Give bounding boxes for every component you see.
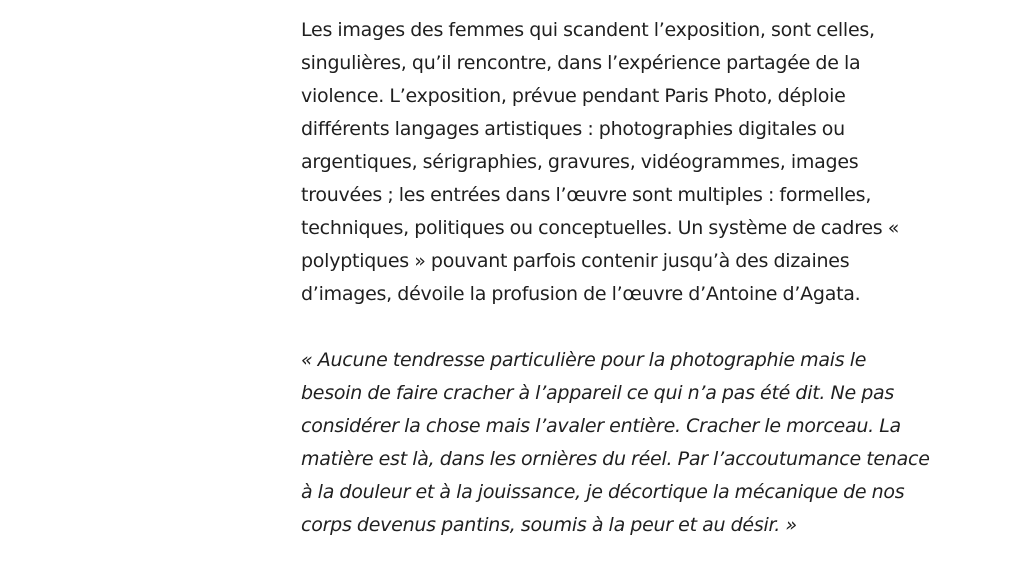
quote-line: besoin de faire cracher à l’appareil ce qui n’a pas été dit. Ne pas bbox=[301, 382, 895, 404]
quote-line: corps devenus pantins, soumis à la peur et au désir. » bbox=[301, 514, 797, 536]
paragraph-line: trouvées ; les entrées dans l’œuvre sont multiples : formelles, bbox=[301, 184, 872, 206]
article-body bbox=[301, 14, 971, 542]
quote-line: à la douleur et à la jouissance, je décortique la mécanique de nos bbox=[301, 481, 905, 503]
quote-line: considérer la chose mais l’avaler entière. Cracher le morceau. La bbox=[301, 415, 901, 437]
quote-line: « Aucune tendresse particulière pour la photographie mais le bbox=[301, 349, 867, 371]
paragraph-line: singulières, qu’il rencontre, dans l’expérience partagée de la bbox=[301, 52, 861, 74]
quote-line: matière est là, dans les ornières du réel. Par l’accoutumance tenace bbox=[301, 448, 930, 470]
exhibition-paragraph bbox=[301, 14, 971, 311]
paragraph-line: différents langages artistiques : photographies digitales ou bbox=[301, 118, 845, 140]
paragraph-line: argentiques, sérigraphies, gravures, vidéogrammes, images bbox=[301, 151, 859, 173]
paragraph-line: d’images, dévoile la profusion de l’œuvre d’Antoine d’Agata. bbox=[301, 283, 861, 305]
artist-quote bbox=[301, 344, 971, 542]
paragraph-line: techniques, politiques ou conceptuelles. Un système de cadres « bbox=[301, 217, 900, 239]
paragraph-line: polyptiques » pouvant parfois contenir jusqu’à des dizaines bbox=[301, 250, 850, 272]
paragraph-line: Les images des femmes qui scandent l’exposition, sont celles, bbox=[301, 19, 875, 41]
paragraph-line: violence. L’exposition, prévue pendant Paris Photo, déploie bbox=[301, 85, 846, 107]
